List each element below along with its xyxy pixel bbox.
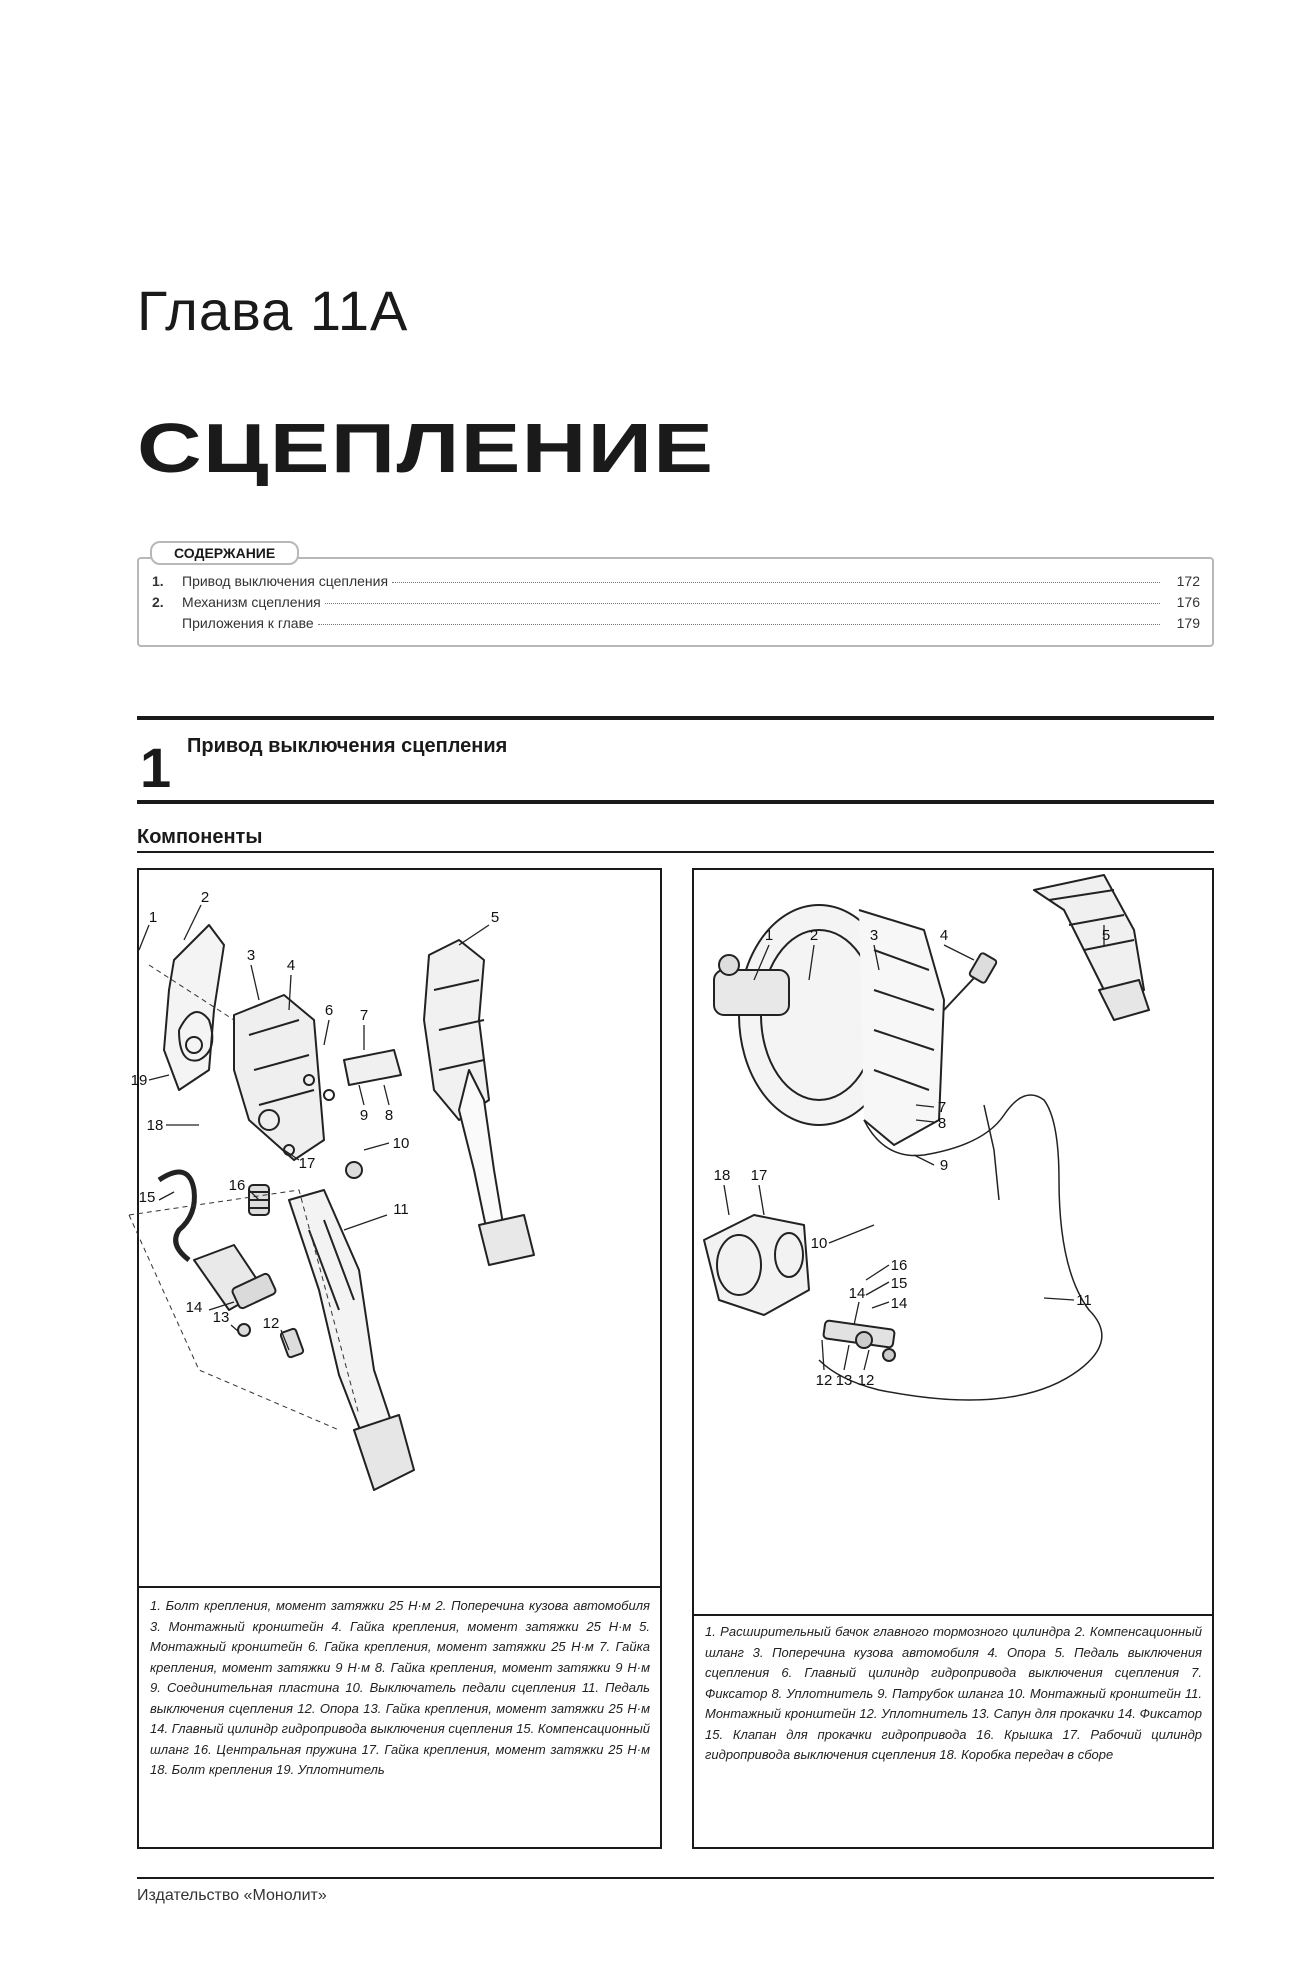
pedal-assembly-diagram bbox=[130, 870, 660, 1586]
callout-label: 13 bbox=[212, 1309, 230, 1326]
chapter-label: Глава 11А bbox=[137, 279, 409, 342]
section-bottom-rule bbox=[137, 800, 1214, 804]
callout-label: 4 bbox=[286, 957, 296, 974]
callout-label: 4 bbox=[939, 927, 949, 944]
callout-label: 12 bbox=[262, 1315, 280, 1332]
section-number: 1 bbox=[140, 736, 172, 799]
contents-item-title: Приложения к главе bbox=[182, 615, 314, 631]
callout-label: 10 bbox=[810, 1235, 828, 1252]
dot-leader bbox=[318, 624, 1160, 625]
callout-label: 18 bbox=[713, 1167, 731, 1184]
callout-label: 7 bbox=[359, 1007, 369, 1024]
contents-item-number: 1. bbox=[152, 573, 164, 589]
figure-right-caption: 1. Расширительный бачок главного тормозного цилиндра 2. Компенсационный шланг 3. Поперечина кузова автомобиля 4. Опора 5. Педаль выключения сцепления 6. Главный цилиндр гидропривода выключения сцепления 7. Фиксатор 8. Уплотнитель 9. Патрубок шланга 10. Монтажный кронштейн 11. Монтажный кронштейн 12. Уплотнитель 13. Сапун для прокачки 14. Фиксатор 15. Клапан для прокачки гидропривода 16. Крышка 17. Рабочий цилиндр гидропривода выключения сцепления 18. Коробка передач в сборе bbox=[705, 1624, 1202, 1762]
contents-item[interactable] bbox=[152, 615, 1200, 636]
callout-label: 5 bbox=[1101, 927, 1111, 944]
dot-leader bbox=[325, 603, 1160, 604]
callout-label: 12 bbox=[815, 1372, 833, 1389]
publisher-name: Издательство «Монолит» bbox=[137, 1887, 327, 1904]
callout-label: 9 bbox=[359, 1107, 369, 1124]
chapter-title: СЦЕПЛЕНИЕ bbox=[137, 409, 715, 487]
callout-label: 13 bbox=[835, 1372, 853, 1389]
contents-item-page: 179 bbox=[1176, 615, 1200, 631]
callout-label: 17 bbox=[750, 1167, 768, 1184]
callout-label: 17 bbox=[298, 1155, 316, 1172]
dot-leader bbox=[392, 582, 1160, 583]
contents-item-title: Привод выключения сцепления bbox=[182, 573, 389, 589]
callout-label: 10 bbox=[392, 1135, 410, 1152]
callout-label: 8 bbox=[937, 1115, 947, 1132]
callout-label: 7 bbox=[937, 1099, 947, 1116]
callout-label: 14 bbox=[890, 1295, 908, 1312]
callout-label: 15 bbox=[890, 1275, 908, 1292]
callout-label: 2 bbox=[809, 927, 819, 944]
contents-item-page: 176 bbox=[1176, 594, 1200, 610]
callout-label: 5 bbox=[490, 909, 500, 926]
components-heading: Компоненты bbox=[137, 826, 263, 848]
callout-label: 11 bbox=[1076, 1292, 1092, 1309]
callout-label: 6 bbox=[324, 1002, 334, 1019]
section-top-rule bbox=[137, 716, 1214, 720]
contents-item-number: 2. bbox=[152, 594, 164, 610]
contents-item[interactable] bbox=[152, 573, 1200, 594]
section-title: Привод выключения сцепления bbox=[187, 735, 508, 757]
callout-label: 3 bbox=[246, 947, 256, 964]
callout-label: 3 bbox=[869, 927, 879, 944]
callout-label: 19 bbox=[130, 1072, 148, 1089]
contents-list bbox=[152, 573, 1200, 636]
callout-label: 12 bbox=[857, 1372, 875, 1389]
callout-label: 16 bbox=[228, 1177, 246, 1194]
contents-item-page: 172 bbox=[1176, 573, 1200, 589]
components-rule bbox=[137, 851, 1214, 853]
callout-label: 11 bbox=[393, 1201, 409, 1218]
figure-left-caption: 1. Болт крепления, момент затяжки 25 Н·м 2. Поперечина кузова автомобиля 3. Монтажный кронштейн 4. Гайка крепления, момент затяжки 25 Н·м 5. Монтажный кронштейн 6. Гайка крепления, момент затяжки 25 Н·м 7. Гайка крепления, момент затяжки 9 Н·м 8. Гайка крепления, момент затяжки 9 Н·м 9. Соединительная пластина 10. Выключатель педали сцепления 11. Педаль выключения сцепления 12. Опора 13. Гайка крепления, момент затяжки 25 Н·м 14. Главный цилиндр гидропривода выключения сцепления 15. Компенсационный шланг 16. Центральная пружина 17. Гайка крепления, момент затяжки 25 Н·м 18. Болт крепления 19. Уплотнитель bbox=[150, 1598, 650, 1777]
callout-label: 15 bbox=[138, 1189, 156, 1206]
contents-item-title: Механизм сцепления bbox=[182, 594, 321, 610]
callout-label: 1 bbox=[148, 909, 158, 926]
callout-label: 14 bbox=[185, 1299, 203, 1316]
footer-rule bbox=[137, 1877, 1214, 1879]
callout-label: 18 bbox=[146, 1117, 164, 1134]
contents-heading: СОДЕРЖАНИЕ bbox=[150, 541, 299, 565]
callout-label: 8 bbox=[384, 1107, 394, 1124]
callout-label: 1 bbox=[764, 927, 774, 944]
hydraulic-release-diagram bbox=[694, 870, 1212, 1614]
callout-label: 9 bbox=[939, 1157, 949, 1174]
callout-label: 14 bbox=[848, 1285, 866, 1302]
callout-label: 2 bbox=[200, 889, 210, 906]
contents-item[interactable] bbox=[152, 594, 1200, 615]
callout-label: 16 bbox=[890, 1257, 908, 1274]
